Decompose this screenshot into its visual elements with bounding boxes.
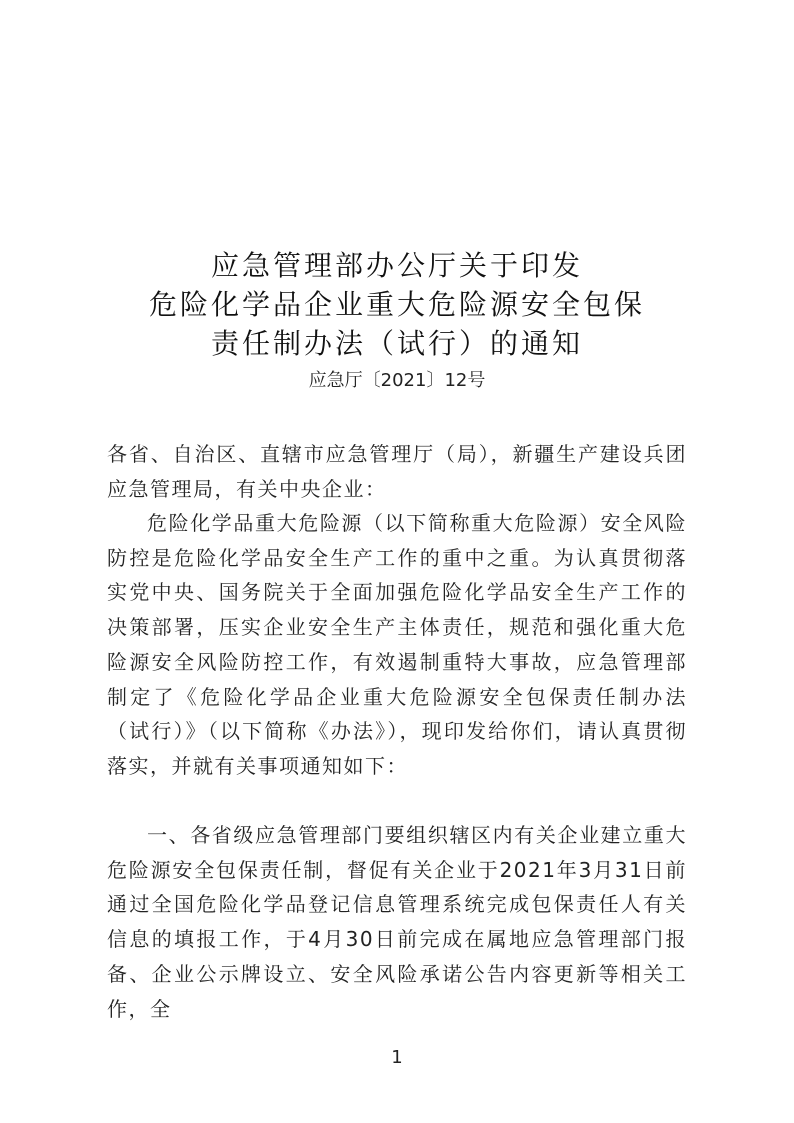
document-title-line-3: 责任制办法（试行）的通知 bbox=[210, 327, 583, 360]
document-number: 应急厅〔2021〕12号 bbox=[308, 370, 486, 391]
document-title-line-1: 应急管理部办公厅关于印发 bbox=[210, 249, 583, 282]
salutation: 各省、自治区、直辖市应急管理厅（局），新疆生产建设兵团应急管理局，有关中央企业： bbox=[107, 442, 687, 501]
paragraph-item-one: 一、各省级应急管理部门要组织辖区内有关企业建立重大危险源安全包保责任制，督促有关企业于2021年3月31日前通过全国危险化学品登记信息管理系统完成包保责任人有关信息的填报工作，于4月30日前完成在属地应急管理部门报备、企业公示牌设立、安全风险承诺公告内容更新等相关工作，全 bbox=[107, 823, 687, 1021]
paragraph-intro: 危险化学品重大危险源（以下简称重大危险源）安全风险防控是危险化学品安全生产工作的重中之重。为认真贯彻落实党中央、国务院关于全面加强危险化学品安全生产工作的决策部署，压实企业安全生产主体责任，规范和强化重大危险源安全风险防控工作，有效遏制重特大事故，应急管理部制定了《危险化学品企业重大危险源安全包保责任制办法（试行）》（以下简称《办法》），现印发给你们，请认真贯彻落实，并就有关事项通知如下： bbox=[107, 511, 687, 778]
page-number: 1 bbox=[391, 1047, 403, 1068]
document-title-line-2: 危险化学品企业重大危险源安全包保 bbox=[148, 288, 645, 321]
